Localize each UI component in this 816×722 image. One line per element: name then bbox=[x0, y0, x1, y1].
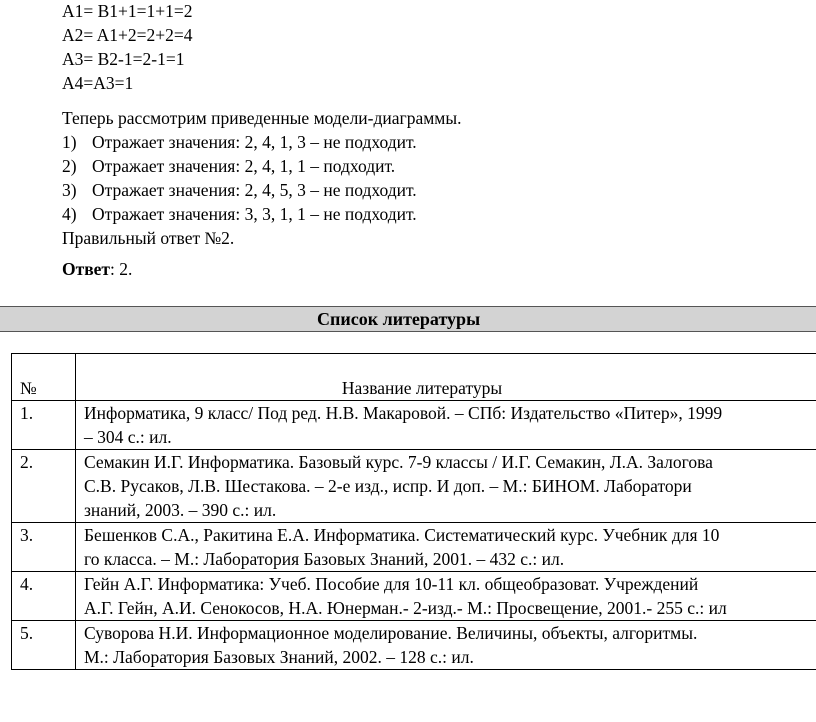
option-item bbox=[62, 131, 417, 153]
table-row bbox=[12, 621, 816, 670]
row-title bbox=[76, 401, 816, 450]
row-title-line: Бешенков С.А., Ракитина Е.А. Информатика. Систематический курс. Учебник для 10 bbox=[84, 525, 720, 545]
option-number: 3) bbox=[62, 180, 77, 200]
section-header-bar bbox=[0, 306, 816, 332]
row-number: 4. bbox=[12, 572, 76, 621]
row-title-line: го класса. – М.: Лаборатория Базовых Знаний, 2001. – 432 с.: ил. bbox=[84, 549, 565, 569]
row-title bbox=[76, 621, 816, 670]
option-number: 1) bbox=[62, 132, 77, 152]
row-title-line: знаний, 2003. – 390 с.: ил. bbox=[84, 500, 277, 520]
row-number: 3. bbox=[12, 523, 76, 572]
row-title-line: Семакин И.Г. Информатика. Базовый курс. 7-9 классы / И.Г. Семакин, Л.А. Залогова bbox=[84, 452, 713, 472]
header-title: Название литературы bbox=[76, 354, 816, 401]
table-row bbox=[12, 572, 816, 621]
row-title-line: Гейн А.Г. Информатика: Учеб. Пособие для 10-11 кл. общеобразоват. Учреждений bbox=[84, 574, 699, 594]
table-row bbox=[12, 401, 816, 450]
option-number: 4) bbox=[62, 204, 77, 224]
equation-line: A2= A1+2=2+2=4 bbox=[62, 25, 193, 45]
option-item bbox=[62, 203, 417, 225]
header-number: № bbox=[12, 354, 76, 401]
option-number: 2) bbox=[62, 156, 77, 176]
option-text: Отражает значения: 2, 4, 1, 1 – подходит. bbox=[92, 156, 396, 176]
option-text: Отражает значения: 3, 3, 1, 1 – не подходит. bbox=[92, 204, 417, 224]
row-number: 1. bbox=[12, 401, 76, 450]
row-title-line: – 304 с.: ил. bbox=[84, 427, 172, 447]
table-row bbox=[12, 523, 816, 572]
option-item bbox=[62, 179, 417, 201]
intro-text: Теперь рассмотрим приведенные модели-диаграммы. bbox=[62, 108, 462, 128]
row-number: 2. bbox=[12, 450, 76, 523]
row-title bbox=[76, 572, 816, 621]
option-text: Отражает значения: 2, 4, 1, 3 – не подходит. bbox=[92, 132, 417, 152]
row-number: 5. bbox=[12, 621, 76, 670]
row-title-line: Суворова Н.И. Информационное моделирование. Величины, объекты, алгоритмы. bbox=[84, 623, 698, 643]
row-title-line: Информатика, 9 класс/ Под ред. Н.В. Макаровой. – СПб: Издательство «Питер», 1999 bbox=[84, 403, 723, 423]
answer-line bbox=[62, 258, 132, 280]
equation-line: A3= B2-1=2-1=1 bbox=[62, 49, 185, 69]
option-item bbox=[62, 155, 395, 177]
answer-label: Ответ bbox=[62, 259, 111, 279]
row-title bbox=[76, 450, 816, 523]
section-title: Список литературы bbox=[317, 309, 481, 329]
row-title bbox=[76, 523, 816, 572]
row-title-line: М.: Лаборатория Базовых Знаний, 2002. – 128 с.: ил. bbox=[84, 647, 474, 667]
row-title-line: А.Г. Гейн, А.И. Сенокосов, Н.А. Юнерман.- 2-изд.- М.: Просвещение, 2001.- 255 с.: ил bbox=[84, 598, 727, 618]
answer-value: : 2. bbox=[110, 259, 133, 279]
literature-table bbox=[11, 353, 816, 670]
table-row bbox=[12, 450, 816, 523]
option-text: Отражает значения: 2, 4, 5, 3 – не подходит. bbox=[92, 180, 417, 200]
row-title-line: С.В. Русаков, Л.В. Шестакова. – 2-е изд., испр. И доп. – М.: БИНОМ. Лаборатори bbox=[84, 476, 692, 496]
correct-answer-text: Правильный ответ №2. bbox=[62, 228, 235, 248]
equation-line: A1= B1+1=1+1=2 bbox=[62, 1, 193, 21]
table-header-row bbox=[12, 354, 816, 401]
equation-line: A4=A3=1 bbox=[62, 73, 134, 93]
